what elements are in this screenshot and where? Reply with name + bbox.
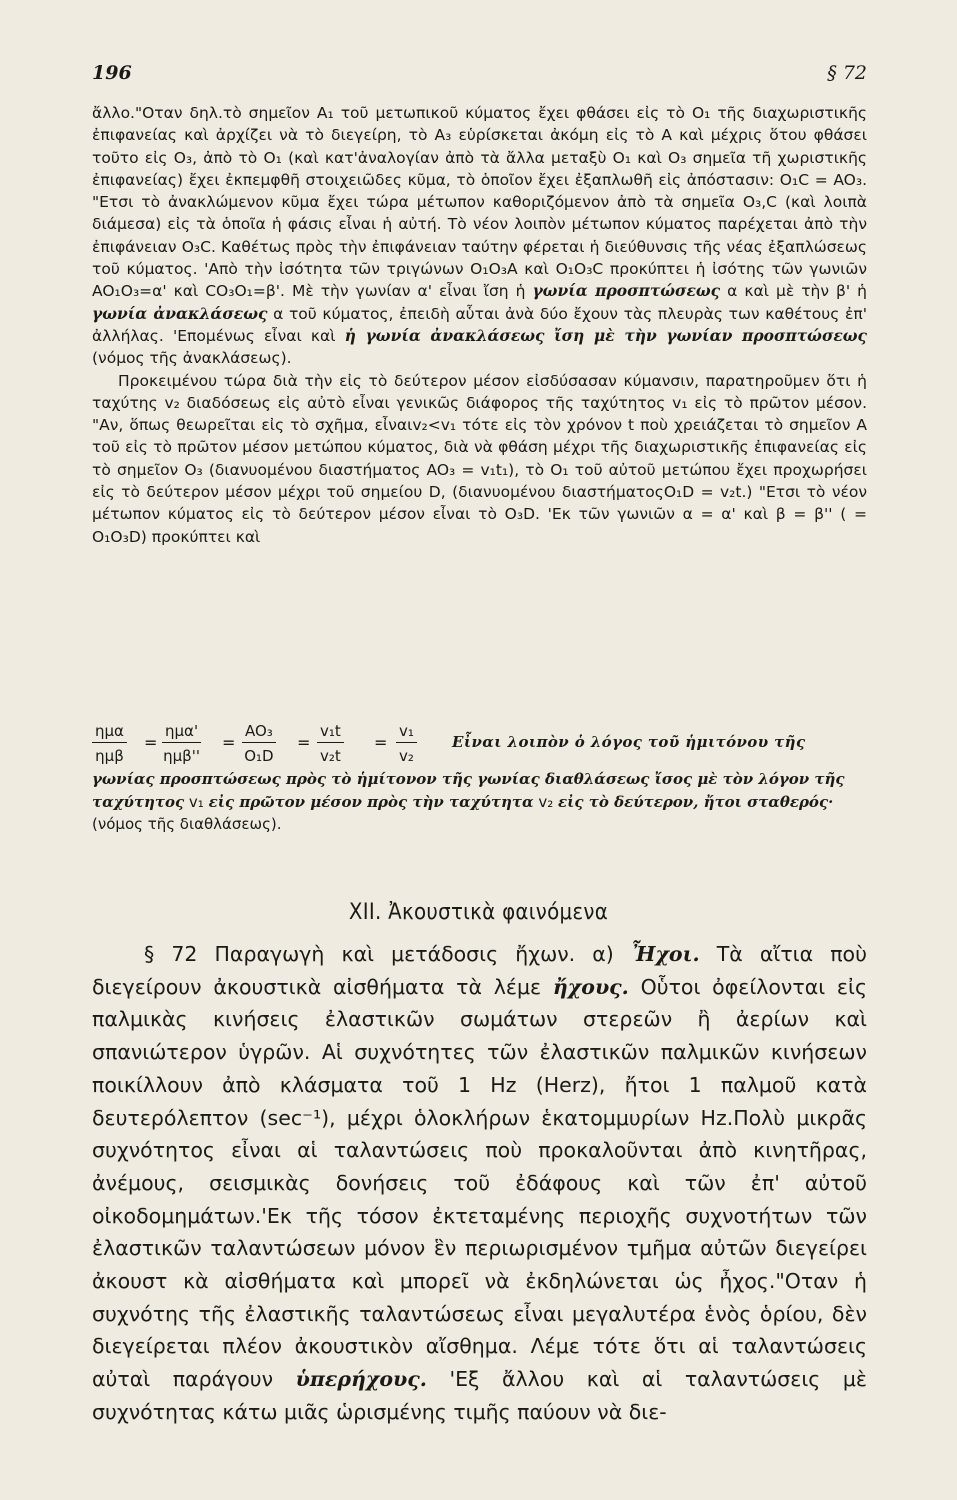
sound-production-paragraph <box>92 938 867 1429</box>
section-reference: § 72 <box>827 62 867 84</box>
law-of-reflection-label: (νόμος τῆς ἀνακλάσεως). <box>92 349 292 368</box>
page-number: 196 <box>92 62 132 84</box>
term-incidence-angle: γωνία προσπτώσεως <box>532 281 721 301</box>
subsection-title: § 72 Παραγωγὴ καὶ μετάδοσις ἤχων. α) <box>144 942 614 966</box>
term-sounds: ἤχους. <box>552 974 629 999</box>
page-header <box>92 62 867 92</box>
reflection-text-mid2: α τοῦ κύματος, ἐπειδὴ αὗται ἀνὰ δύο ἔχουν τὰς πλευρὰς των καθέτους ἐπ' ἀλλήλας. 'Επομένως εἶναι καὶ <box>92 304 867 345</box>
equals-sign: = <box>374 733 388 752</box>
equals-sign: = <box>144 733 158 752</box>
velocity-v2: v₂ <box>538 792 554 811</box>
sound-text-b: Οὗτοι ὀφείλονται εἰς παλμικὰς κινήσεις ἐλαστικῶν σωμάτων στερεῶν ἢ ἀερίων καὶ σπανιώτερον ὑγρῶν. Αἱ συχνότητες τῶν ἐλαστικῶν παλμικῶν κινήσεων ποικίλλουν ἀπὸ κλάσματα τοῦ 1 Hz (Herz), ἤτοι 1 παλμοῦ κατὰ δευτερόλεπτον (sec⁻¹), μέχρι ὁλοκλήρων ἑκατομμυρίων Hz.Πολὺ μικρᾶς συχνότητος εἶναι αἱ ταλαντώσεις ποὺ προκαλοῦνται ἀπὸ κινητῆρας, ἀνέμους, σεισμικὰς δονήσεις τοῦ ἐδάφους καὶ τῶν ἐπ' αὐτοῦ οἰκοδομημάτων.'Εκ τῆς τόσον ἐκτεταμένης περιοχῆς συχνοτήτων τῶν ἐλαστικῶν ταλαντώσεων μόνον ἓν περιωρισμένον τμῆμα αὐτῶν διεγείρει ἀκουστ κὰ αἰσθήματα καὶ μπορεῖ νὰ ἐκδηλώνεται ὡς ἦχος."Οταν ἡ συχνότης τῆς ἐλαστικῆς ταλαντώσεως εἶναι μεγαλυτέρα ἑνὸς ὁρίου, δὲν διεγείρεται πλέον ἀκουστικὸν αἴσθημα. Λέμε τότε ὅτι αἱ ταλαντώσεις αὐταὶ παράγουν <box>92 974 867 1392</box>
snell-statement-a: γωνίας προσπτώσεως πρὸς τὸ ἡμίτονον τῆς γωνίας διαθλάσεως ἴσος μὲ τὸν λόγον τῆς ταχύτητος <box>92 770 845 811</box>
law-of-refraction-label: (νόμος τῆς διαθλάσεως). <box>92 815 282 833</box>
formula-caption: Εἶναι λοιπὸν ὁ λόγος τοῦ ἡμιτόνου τῆς <box>452 733 806 751</box>
refraction-paragraph: Προκειμένου τώρα διὰ τὴν εἰς τὸ δεύτερον μέσον εἰσδύσασαν κύμανσιν, παρατηροῦμεν ὅτι ἡ ταχύτης v₂ διαδόσεως εἰς αὐτὸ εἶναι γενικῶς διάφορος τῆς ταχύτητος v₁ εἰς τὸ πρῶτον μέσον. "Αν, ὅπως θεωρεῖται εἰς τὸ σχῆμα, εἶναιv₂<v₁ τότε εἰς τὸν χρόνον t ποὺ χρειάζεται τὸ σημεῖον A τοῦ εἰς τὸ πρῶτον μέσον μετώπου κύματος, διὰ νὰ φθάση μέχρι τῆς διαχωριστικῆς ἐπιφανείας εἰς τὸ σημεῖον O₃ (διανυομένου διαστήματος AO₃ = v₁t₁), τὸ O₁ τοῦ αὐτοῦ μετώπου ἔχει προχωρήσει εἰς τὸ δεύτερον μέσον μέχρι τοῦ σημείου D, (διανυομένου διαστήματοςO₁D = v₂t.) "Ετσι τὸ νέον μέτωπον κύματος εἰς τὸ δεύτερον μέσον εἶναι τὸ O₃D. 'Εκ τῶν γωνιῶν α = α' καὶ β = β'' ( = O₁O₃D) προκύπτει καὶ <box>92 371 867 546</box>
fraction-1: ημα ημβ <box>92 721 127 766</box>
sound-text-a: Τὰ αἴτια ποὺ διεγείρουν ἀκουστικὰ αἰσθήματα τὰ λέμε <box>92 942 867 999</box>
snell-statement-c: εἰς τὸ δεύτερον, ἤτοι σταθερός· <box>558 792 834 811</box>
reflection-text-mid: α καὶ μὲ τὴν β' ἡ <box>727 282 867 301</box>
term-reflection-angle: γωνία ἀνακλάσεως <box>92 303 268 323</box>
formula-continuation <box>92 768 867 836</box>
reflection-paragraph <box>92 102 867 370</box>
fraction-5: $\frac{\text{v₁}}{\text{v₂}}$ <box>396 721 417 766</box>
term-sounds-heading: Ἦχοι. <box>630 942 700 966</box>
equals-sign: = <box>297 733 311 752</box>
sound-text-c: 'Εξ ἄλλου καὶ αἱ ταλαντώσεις μὲ συχνότητας κάτω μιᾶς ὡρισμένης τιμῆς παύουν νὰ διε- <box>92 1367 867 1424</box>
fraction-3: $\frac{\text{AO₃}}{\text{O₁D}}$ <box>242 721 276 766</box>
reflection-text: ἄλλο."Οταν δηλ.τὸ σημεῖον A₁ τοῦ μετωπικοῦ κύματος ἔχει φθάσει εἰς τὸ O₁ τῆς διαχωριστικῆς ἐπιφανείας καὶ ἀρχίζει νὰ τὸ διεγείρη, τὸ A₃ εὑρίσκεται ἀκόμη εἰς τὸ A καὶ μέχρις ὅτου φθάσει τοῦτο εἰς O₃, ἀπὸ τὸ O₁ (καὶ κατ'ἀναλογίαν ἀπὸ τὰ ἄλλα μεταξὺ O₁ καὶ O₃ σημεῖα τῆ χωριστικῆς ἐπιφανείας) ἔχει ἐκπεμφθῆ στοιχειῶδες κῦμα, τὸ ὁποῖον ἔχει ἐξαπλωθῆ εἰς ἀπόστασιν: O₁C = AO₃. "Ετσι τὸ ἀνακλώμενον κῦμα ἔχει τώρα μέτωπον καθοριζόμενον ἀπὸ τὰ σημεῖα O₃,C (καὶ λοιπὰ διάμεσα) εἰς τὰ ὁποῖα ἡ φάσις εἶναι ἡ αὐτή. Τὸ νέον λοιπὸν μέτωπον κύματος παρέχεται ἀπὸ τὴν ἐπιφάνειαν O₃C. Καθέτως πρὸς τὴν ἐπιφάνειαν ταύτην φέρεται ἡ διεύθυνσις τῆς νέας ἐξαπλώσεως τοῦ κύματος. 'Απὸ τὴν ἰσότητα τῶν τριγώνων O₁O₃A καὶ O₁O₃C προκύπτει ἡ ἰσότης τῶν γωνιῶν AO₁O₃=α' καὶ CO₃O₁=β'. Μὲ τὴν γωνίαν α' εἶναι ἴση ἡ <box>92 104 867 301</box>
term-ultrasounds: ὑπερήχους. <box>295 1367 427 1392</box>
fraction-4: $\frac{\text{v₁t}}{\text{v₂t}}$ <box>317 721 344 766</box>
law-of-reflection-statement: ἡ γωνία ἀνακλάσεως ἴση μὲ τὴν γωνίαν προσπτώσεως <box>344 325 867 345</box>
fraction-2: ημα' ημβ'' <box>163 722 200 765</box>
equals-sign: = <box>222 733 236 752</box>
acoustics-text-block <box>92 938 867 1429</box>
velocity-v1: v₁ <box>188 792 204 811</box>
upper-text-block <box>92 102 867 548</box>
snell-statement-b: εἰς πρῶτον μέσον πρὸς τὴν ταχύτητα <box>208 792 534 811</box>
chapter-heading: XII. Ἀκουστικὰ φαινόμενα <box>348 900 609 925</box>
